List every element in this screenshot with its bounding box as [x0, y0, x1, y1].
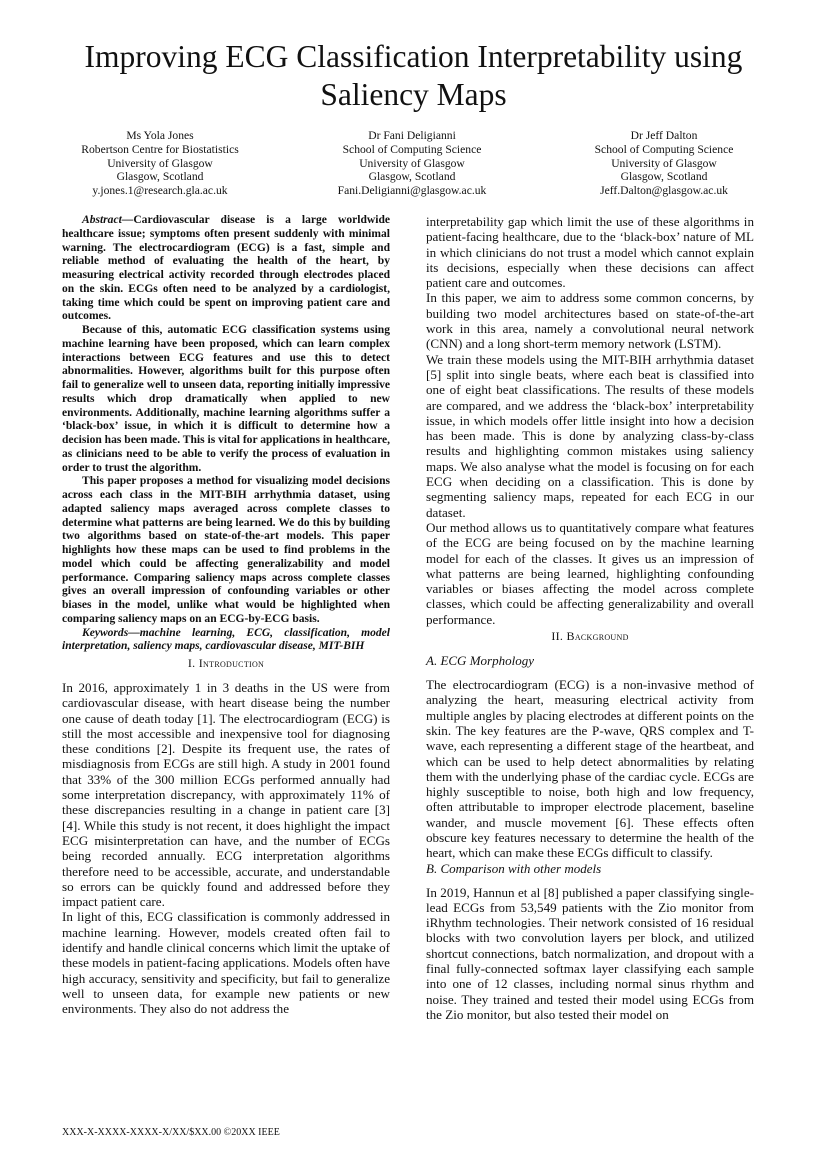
abstract-paragraph-2: Because of this, automatic ECG classification systems using machine learning have been proposed, which can learn complex interactions between ECG features and use this to detect abnormalities. However, algorithms built for this purpose often fail to generalize well to unseen data, reporting initially impressive results which drop dramatically when applied to new environments. Additionally, machine learning algorithms suffer a ‘black-box’ issue, in which it is difficult to determine how a decision has been made. This is vital for applications in healthcare, as clinicians need to be able to verify the process of evaluation in order to trust the algorithm. [62, 324, 390, 474]
intro-paragraph-2-continued: interpretability gap which limit the use of these algorithms in patient-facing healthcare, due to the ‘black-box’ nature of ML in which clinicians do not trust a model which cannot explain its decisions, especially when these decisions can affect patient care and outcomes. [426, 214, 754, 291]
right-column [426, 214, 754, 1022]
author-email: Fani.Deligianni@glasgow.ac.uk [337, 184, 487, 198]
author-block-3 [544, 129, 784, 198]
keywords: Keywords—machine learning, ECG, classification, model interpretation, saliency maps, cardiovascular disease, MIT-BIH [62, 626, 390, 653]
author-location: Glasgow, Scotland [368, 170, 456, 184]
author-affiliation: Robertson Centre for Biostatistics [81, 142, 239, 156]
intro-paragraph-4: We train these models using the MIT-BIH arrhythmia dataset [5] split into single beats, where each beat is classified into one of eight beat classifications. The results of these models are compared, and we address the ‘black-box’ interpretability issue, in which models offer little insight into how a decision has been made. This is done by analyzing class-by-class results and highlighting common mistakes using saliency maps. We also analyse what the model is focusing on for each ECG when deciding on a classification. This is done by segmenting saliency maps, repeated for each ECG in our dataset. [426, 351, 754, 520]
author-email: Jeff.Dalton@glasgow.ac.uk [600, 184, 728, 198]
abstract-paragraph-3: This paper proposes a method for visualizing model decisions across each class in the MIT-BIH arrhythmia dataset, using adapted saliency maps averaged across complete classes to determine what patterns are being learned. We do this by building two algorithms based on state-of-the-art models. This paper highlights how these maps can be used to find problems in the model which could be affecting generalizability and model performance. Comparing saliency maps across complete classes gives an overall impression of confounding variables or other biases in the model, unlike what would be highlighted when comparing saliency maps on an ECG-by-ECG basis. [62, 475, 390, 625]
author-affiliation: School of Computing Science [594, 142, 734, 156]
intro-paragraph-2: In light of this, ECG classification is commonly addressed in machine learning. However, models created often fail to identify and handle clinical concerns which limit the uptake of these models in patient-facing applications. Models often have high accuracy, sensitivity and specificity, but fail to generalize well to unseen data, for example new patients or new environments. They also do not address the [62, 909, 390, 1017]
copyright-footer: XXX-X-XXXX-XXXX-X/XX/$XX.00 ©20XX IEEE [62, 1127, 280, 1138]
paper-title: Improving ECG Classification Interpretability using Saliency Maps [84, 39, 743, 112]
background-paragraph-1: The electrocardiogram (ECG) is a non-invasive method of analyzing the heart, measuring electrical activity from multiple angles by placing electrodes at different points on the skin. The key features are the P-wave, QRS complex and T-wave, each representing a different stage of the heartbeat, and which can be used to help detect abnormalities by relating them with the underlying phase of the cardiac cycle. ECGs are highly susceptible to noise, both high and low frequency, often attributable to improper electrode placement, baseline wander, and muscle movement [6]. These effects often obscure key features necessary to determine the health of the heart, which can make these ECGs difficult to classify. [426, 677, 754, 861]
abstract-text: Cardiovascular disease is a large worldwide healthcare issue; symptoms often present suddenly with minimal warning. The electrocardiogram (ECG) is a fast, simple and reliable method of evaluating the health of the heart, by measuring electrical activity recorded through electrodes placed on the skin. ECGs often need to be analyzed by a cardiologist, taking time which could be spent on improving patient care and outcomes. [62, 214, 390, 323]
author-name: Dr Jeff Dalton [630, 129, 698, 142]
author-university: University of Glasgow [107, 156, 213, 170]
intro-paragraph-5: Our method allows us to quantitatively compare what features of the ECG are being focused on by the machine learning model for each of the classes. It gives us an impression of what patterns are being learned, highlighting confounding variables or biases affecting the model across complete classes, which could be affecting generalizability and overall performance. [426, 519, 754, 627]
subsection-heading-comparison: B. Comparison with other models [426, 860, 602, 876]
author-location: Glasgow, Scotland [620, 170, 708, 184]
intro-paragraph-1: In 2016, approximately 1 in 3 deaths in the US were from cardiovascular disease, with heart disease being the number one cause of death today [1]. The electrocardiogram (ECG) is still the most accessible and inexpensive tool for diagnosing these conditions [2]. Despite its frequent use, the rates of misdiagnosis from ECGs are still high. A study in 2001 found that 33% of the 300 million ECGs performed annually had some interpretation discrepancy, with approximately 11% of these discrepancies resulting in a change in patient care [3] [4]. While this study is not recent, it does highlight the impact ECG misinterpretation can have, and the number of ECGs being recorded annually. ECG interpretation algorithms therefore need to be accessible, accurate, and understandable so errors can be quickly found and addressed before they impact patient care. [62, 680, 390, 910]
left-column [62, 214, 390, 1017]
author-affiliation: School of Computing Science [342, 142, 482, 156]
author-location: Glasgow, Scotland [116, 170, 204, 184]
author-university: University of Glasgow [611, 156, 717, 170]
abstract-paragraph-1 [62, 214, 390, 324]
abstract-lead: Abstract— [82, 214, 134, 226]
author-name: Dr Fani Deligianni [368, 129, 456, 142]
author-name: Ms Yola Jones [126, 129, 194, 142]
author-university: University of Glasgow [359, 156, 465, 170]
author-block-2 [292, 129, 532, 198]
subsection-heading-ecg-morphology: A. ECG Morphology [426, 653, 534, 669]
background-paragraph-2: In 2019, Hannun et al [8] published a paper classifying single-lead ECGs from 53,549 patients with the Zio monitor from iRhythm technologies. Their network consisted of 16 residual blocks with two convolution layers per block, and utilized shortcut connections, batch normalization, and dropout with a final fully-connected softmax layer classifying each sample into one of 12 classes, including normal sinus rhythm and noise. They trained and tested their model using ECGs from the Zio monitor, but also tested their model on [426, 884, 754, 1022]
section-heading-introduction: I. Introduction [187, 656, 265, 670]
intro-paragraph-3: In this paper, we aim to address some common concerns, by building two model architectures based on state-of-the-art work in this area, namely a convolutional neural network (CNN) and a long short-term memory network (LSTM). [426, 290, 754, 352]
section-heading-background: II. Background [551, 629, 629, 644]
author-email: y.jones.1@research.gla.ac.uk [92, 184, 228, 198]
author-block-1 [40, 129, 280, 198]
